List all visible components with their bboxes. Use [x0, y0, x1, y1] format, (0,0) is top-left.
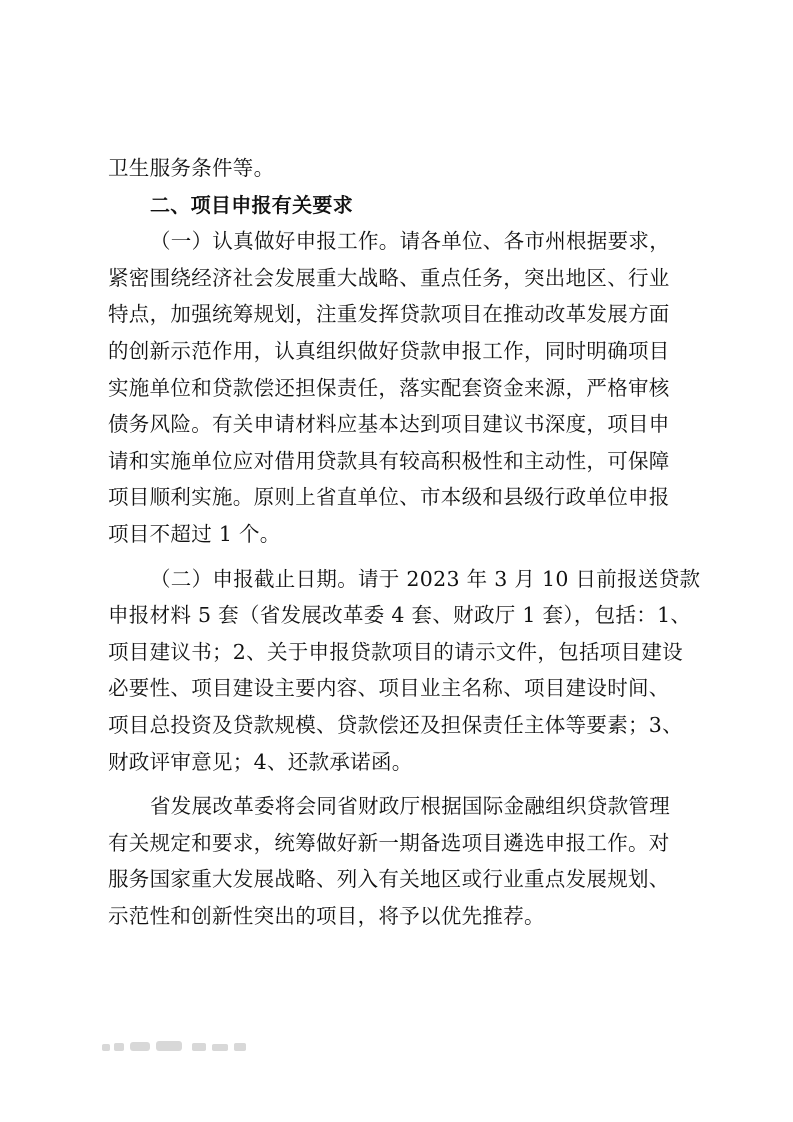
paragraph-section-two-heading [108, 187, 693, 224]
scan-smudge-mark [100, 1038, 260, 1056]
text-line: 申报材料 5 套（省发展改革委 4 套、财政厅 1 套），包括：1、 [108, 603, 692, 628]
paragraph-gap [108, 553, 693, 561]
text-line: 卫生服务条件等。 [108, 156, 275, 180]
text-line: 省发展改革委将会同省财政厅根据国际金融组织贷款管理 [150, 794, 670, 819]
text-line: 示范性和创新性突出的项目，将予以优先推荐。 [108, 903, 545, 928]
text-line: 财政评审意见；4、还款承诺函。 [108, 749, 413, 774]
text-line: 的创新示范作用，认真组织做好贷款申报工作，同时明确项目 [108, 338, 670, 363]
text-line: 紧密围绕经济社会发展重大战略、重点任务，突出地区、行业 [108, 265, 670, 290]
text-line: （一）认真做好申报工作。请各单位、各市州根据要求， [150, 229, 670, 254]
text-line: 实施单位和贷款偿还担保责任，落实配套资金来源，严格审核 [108, 375, 670, 400]
text-line: 有关规定和要求，统筹做好新一期备选项目遴选申报工作。对 [108, 830, 670, 855]
text-line: 请和实施单位应对借用贷款具有较高积极性和主动性，可保障 [108, 448, 670, 473]
text-line: 服务国家重大发展战略、列入有关地区或行业重点发展规划、 [108, 867, 670, 892]
text-line: 必要性、项目建设主要内容、项目业主名称、项目建设时间、 [108, 676, 670, 701]
section-heading: 二、项目申报有关要求 [150, 192, 353, 217]
document-body [108, 150, 701, 934]
paragraph-gap [108, 780, 693, 788]
paragraph-intro-tail [108, 150, 693, 187]
paragraph-item-two [108, 561, 701, 781]
text-line: （二）申报截止日期。请于 2023 年 3 月 10 日前报送贷款 [150, 566, 701, 591]
text-line: 特点，加强统筹规划，注重发挥贷款项目在推动改革发展方面 [108, 302, 670, 327]
paragraph-closing [108, 788, 693, 934]
text-line: 项目建议书；2、关于申报贷款项目的请示文件，包括项目建设 [108, 639, 683, 664]
text-line: 项目不超过 1 个。 [108, 521, 281, 546]
text-line: 项目顺利实施。原则上省直单位、市本级和县级行政单位申报 [108, 485, 670, 510]
text-line: 债务风险。有关申请材料应基本达到项目建议书深度，项目申 [108, 412, 670, 437]
text-line: 项目总投资及贷款规模、贷款偿还及担保责任主体等要素；3、 [108, 712, 683, 737]
paragraph-item-one [108, 223, 693, 552]
